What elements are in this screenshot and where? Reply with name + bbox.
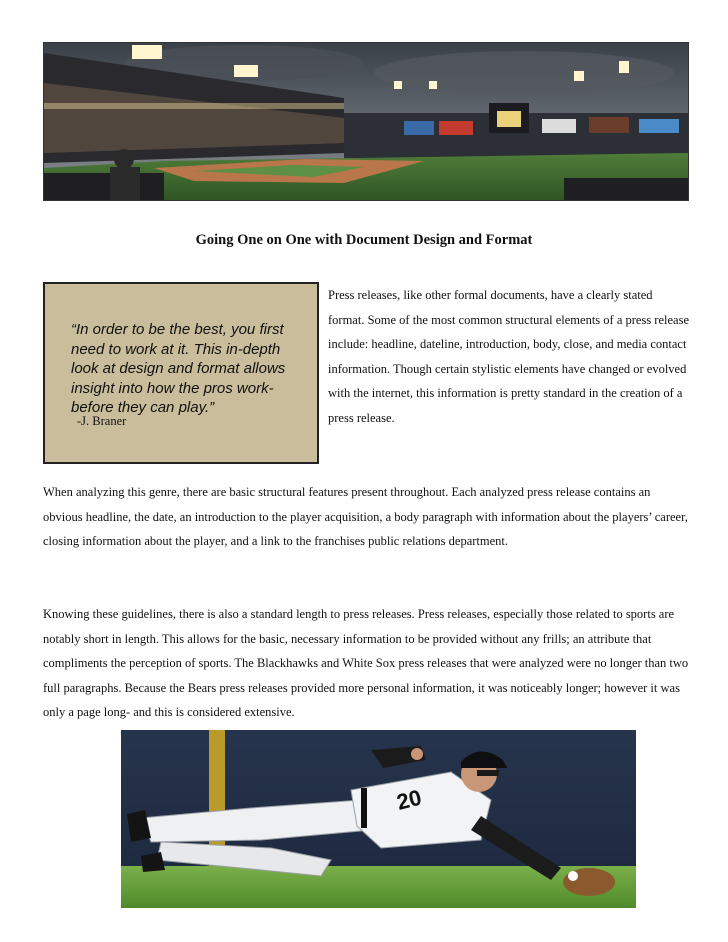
pull-quote-author: -J. Braner [77,414,127,428]
pull-quote-text: “In order to be the best, you first need to work at it. This in-depth look at design and format allows insight into how the pros work- before they can play.” [71,321,286,416]
intro-paragraph: Press releases, like other formal documents, have a clearly stated format. Some of the most common structural elements of a press release include: headline, dateline, introduction, body, close, and media contact information. Though certain stylistic elements have changed or evolved with the internet, this information is pretty standard in the creation of a press release. [328,288,690,425]
player-illustration [121,730,636,908]
stadium-illustration [44,43,688,200]
body-paragraph: When analyzing this genre, there are basic structural features present throughout. Each analyzed press release contains an obvious headline, the date, an introduction to the player acquisition, a body paragraph with information about the players’ career, closing information about the player, and a link to the franchises public relations department. [43,485,688,548]
page-title: Going One on One with Document Design and Format [195,232,533,248]
stadium-photo [43,42,689,201]
jersey-number: 20 [394,784,424,815]
diving-player-photo [121,730,636,908]
pull-quote-box [43,282,319,464]
body-paragraph: Knowing these guidelines, there is also a standard length to press releases. Press releases, especially those related to sports are notably short in length. This allows for the basic, necessary information to be provided without any frills; an attribute that compliments the perception of sports. The Blackhawks and White Sox press releases that were analyzed were no longer than two full paragraphs. Because the Bears press releases provided more personal information, it was noticeably longer; however it was only a page long- and this is considered extensive. [43,607,689,719]
